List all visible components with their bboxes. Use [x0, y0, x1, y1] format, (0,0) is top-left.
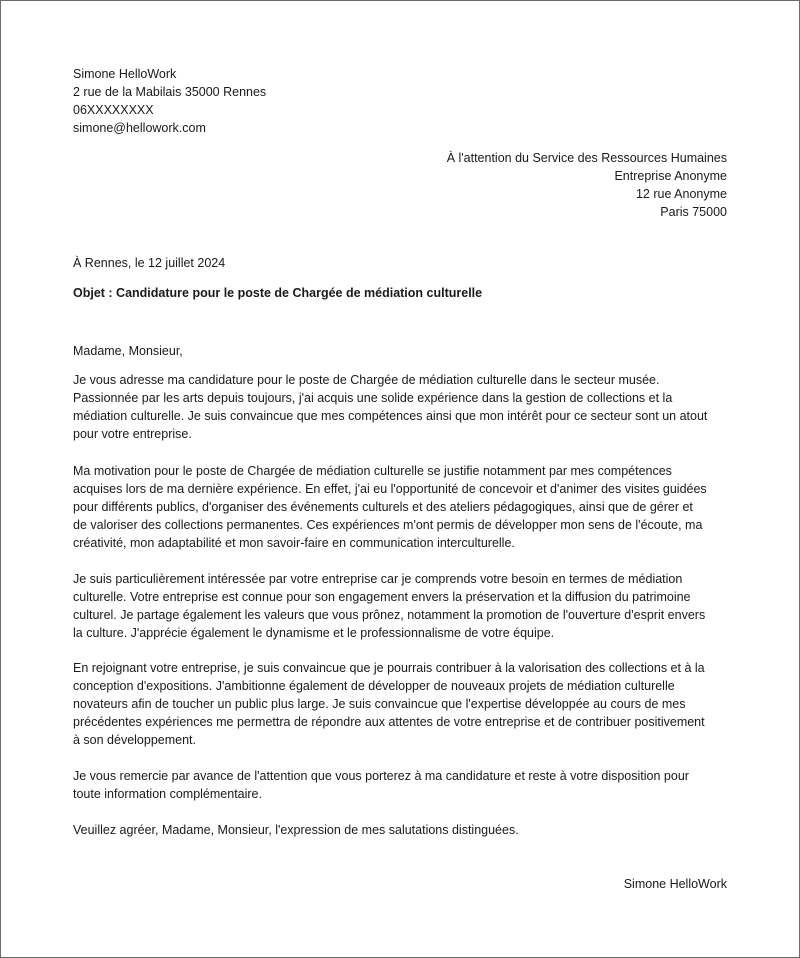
paragraph-line: Ma motivation pour le poste de Chargée de médiation culturelle se justifie notamment par mes compétences: [73, 464, 672, 478]
sender-name: Simone HelloWork: [73, 67, 177, 81]
letter-closing: Veuillez agréer, Madame, Monsieur, l'expression de mes salutations distinguées.: [73, 823, 519, 837]
paragraph-line: créativité, mon adaptabilité et mon savoir-faire en communication interculturelle.: [73, 536, 515, 550]
sender-phone: 06XXXXXXXX: [73, 103, 154, 117]
paragraph-line: pour votre entreprise.: [73, 427, 192, 441]
paragraph-line: culturel. Je partage également les valeurs que vous prônez, notamment la promotion de l'ouverture d'esprit envers: [73, 608, 706, 622]
paragraph-line: la culture. J'apprécie également le dynamisme et le professionnalisme de votre équipe.: [73, 626, 555, 640]
paragraph-line: toute information complémentaire.: [73, 787, 262, 801]
recipient-street: 12 rue Anonyme: [635, 187, 727, 201]
paragraph-line: Je vous remercie par avance de l'attention que vous porterez à ma candidature et reste à votre disposition pour: [73, 769, 689, 783]
paragraph-line: Je vous adresse ma candidature pour le poste de Chargée de médiation culturelle dans le secteur musée.: [73, 373, 660, 387]
recipient-company: Entreprise Anonyme: [614, 169, 727, 183]
letter-date: À Rennes, le 12 juillet 2024: [73, 256, 226, 270]
body-paragraph-2: [73, 462, 733, 552]
paragraph-line: précédentes expériences me permettra de répondre aux attentes de votre entreprise et de contribuer positivement: [73, 715, 705, 729]
recipient-attention: À l'attention du Service des Ressources Humaines: [446, 151, 727, 165]
body-paragraph-3: [73, 570, 733, 642]
sender-address: 2 rue de la Mabilais 35000 Rennes: [73, 85, 267, 99]
body-paragraph-5: [73, 767, 733, 803]
paragraph-line: de valoriser des collections permanentes. Ces expériences m'ont permis de développer mon sens de l'écoute, ma: [73, 518, 703, 532]
paragraph-line: acquises lors de ma dernière expérience. En effet, j'ai eu l'opportunité de concevoir et d'animer des visites guidées: [73, 482, 707, 496]
letter-subject: Objet : Candidature pour le poste de Chargée de médiation culturelle: [73, 286, 483, 300]
sender-email: simone@hellowork.com: [73, 121, 206, 135]
paragraph-line: pour différents publics, d'organiser des événements culturels et des ateliers pédagogiques, ainsi que de gérer et: [73, 500, 693, 514]
paragraph-line: novateurs afin de toucher un public plus large. Je suis convaincue que l'expertise développée au cours de mes: [73, 697, 686, 711]
recipient-block: [447, 149, 727, 221]
body-paragraph-4: [73, 659, 733, 749]
sender-block: [73, 65, 266, 137]
letter-signature: Simone HelloWork: [623, 877, 727, 891]
paragraph-line: Passionnée par les arts depuis toujours, j'ai acquis une solide expérience dans la gestion de collections et la: [73, 391, 673, 405]
recipient-city: Paris 75000: [660, 205, 727, 219]
paragraph-line: En rejoignant votre entreprise, je suis convaincue que je pourrais contribuer à la valorisation des collections et à la: [73, 661, 705, 675]
letter-salutation: Madame, Monsieur,: [73, 344, 183, 358]
body-paragraph-1: [73, 371, 733, 443]
paragraph-line: médiation culturelle. Je suis convaincue que mes compétences ainsi que mon intérêt pour ce secteur sont un atout: [73, 409, 708, 423]
paragraph-line: Je suis particulièrement intéressée par votre entreprise car je comprends votre besoin en termes de médiation: [73, 572, 683, 586]
paragraph-line: à son développement.: [73, 733, 197, 747]
paragraph-line: conception d'expositions. J'ambitionne également de développer de nouveaux projets de médiation culturelle: [73, 679, 675, 693]
paragraph-line: culturelle. Votre entreprise est connue pour son engagement envers la préservation et la diffusion du patrimoine: [73, 590, 691, 604]
